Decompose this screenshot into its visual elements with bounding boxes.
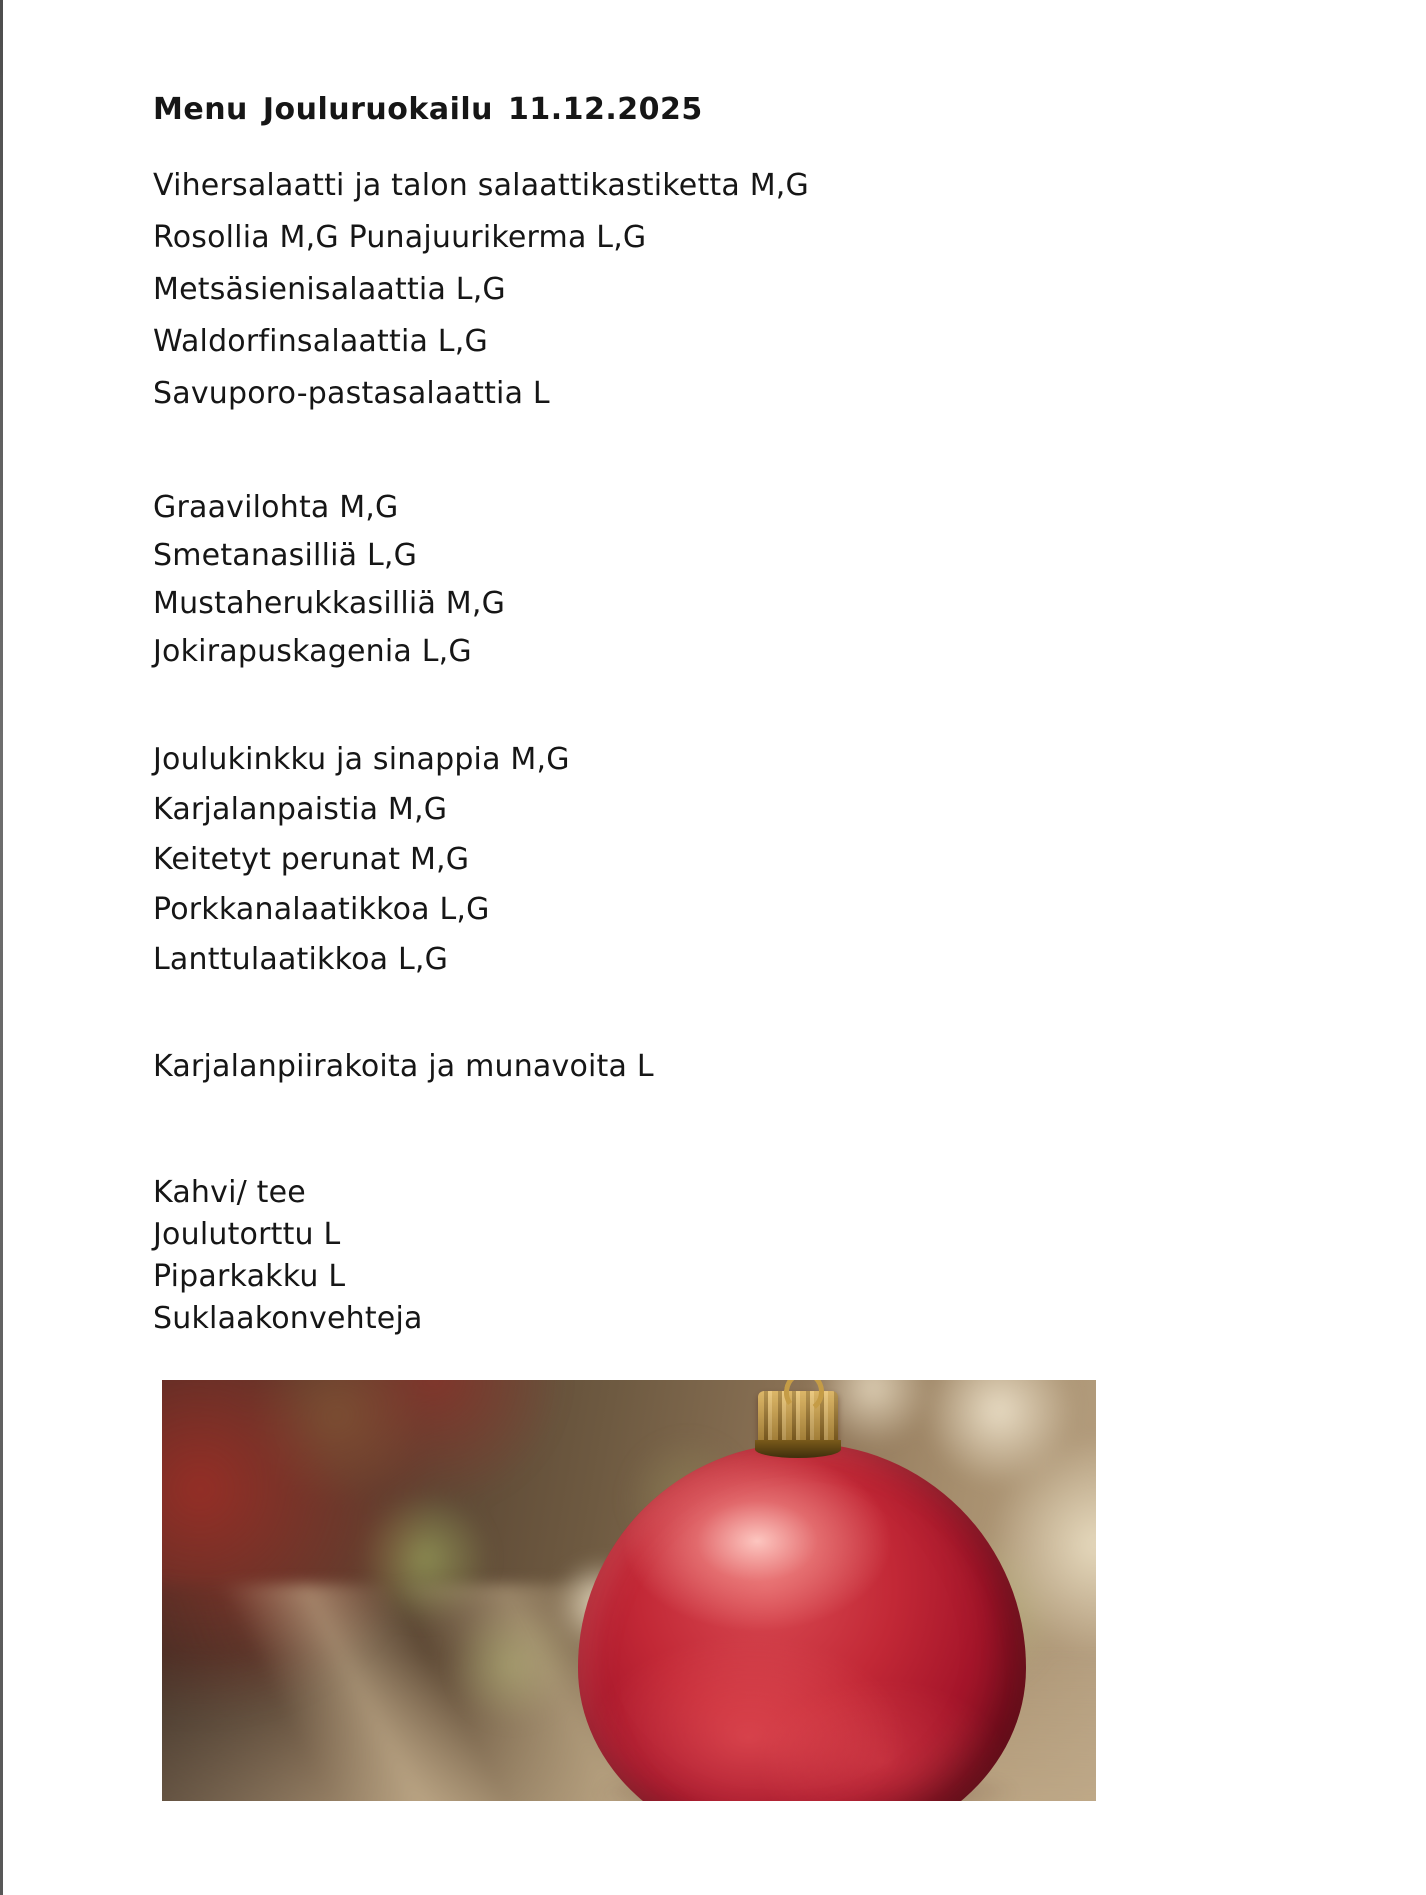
menu-item: Keitetyt perunat M,G xyxy=(153,842,470,877)
menu-item: Piparkakku L xyxy=(153,1259,346,1294)
menu-group xyxy=(153,1042,654,1092)
menu-item: Rosollia M,G Punajuurikerma L,G xyxy=(153,220,647,255)
menu-item: Smetanasilliä L,G xyxy=(153,538,418,573)
menu-item: Savuporo-pastasalaattia L xyxy=(153,376,550,411)
menu-group xyxy=(153,735,570,985)
menu-item: Joulukinkku ja sinappia M,G xyxy=(153,742,570,777)
menu-item: Vihersalaatti ja talon salaattikastiketta M,G xyxy=(153,168,809,203)
page-edge-line xyxy=(0,0,3,1895)
menu-group xyxy=(153,160,809,420)
menu-item: Metsäsienisalaattia L,G xyxy=(153,272,506,307)
menu-item: Karjalanpaistia M,G xyxy=(153,792,448,827)
menu-item: Lanttulaatikkoa L,G xyxy=(153,942,449,977)
menu-item: Suklaakonvehteja xyxy=(153,1301,423,1336)
menu-item: Graavilohta M,G xyxy=(153,490,399,525)
menu-item: Waldorfinsalaattia L,G xyxy=(153,324,488,359)
menu-item: Kahvi/ tee xyxy=(153,1175,306,1210)
menu-item: Mustaherukkasilliä M,G xyxy=(153,586,506,621)
menu-group xyxy=(153,484,505,676)
page-title: Menu Jouluruokailu 11.12.2025 xyxy=(153,92,703,128)
christmas-bauble-photo xyxy=(162,1380,1096,1801)
menu-item: Porkkanalaatikkoa L,G xyxy=(153,892,490,927)
menu-item: Joulutorttu L xyxy=(153,1217,341,1252)
menu-item: Karjalanpiirakoita ja munavoita L xyxy=(153,1049,654,1084)
menu-item: Jokirapuskagenia L,G xyxy=(153,634,472,669)
menu-group xyxy=(153,1172,423,1340)
